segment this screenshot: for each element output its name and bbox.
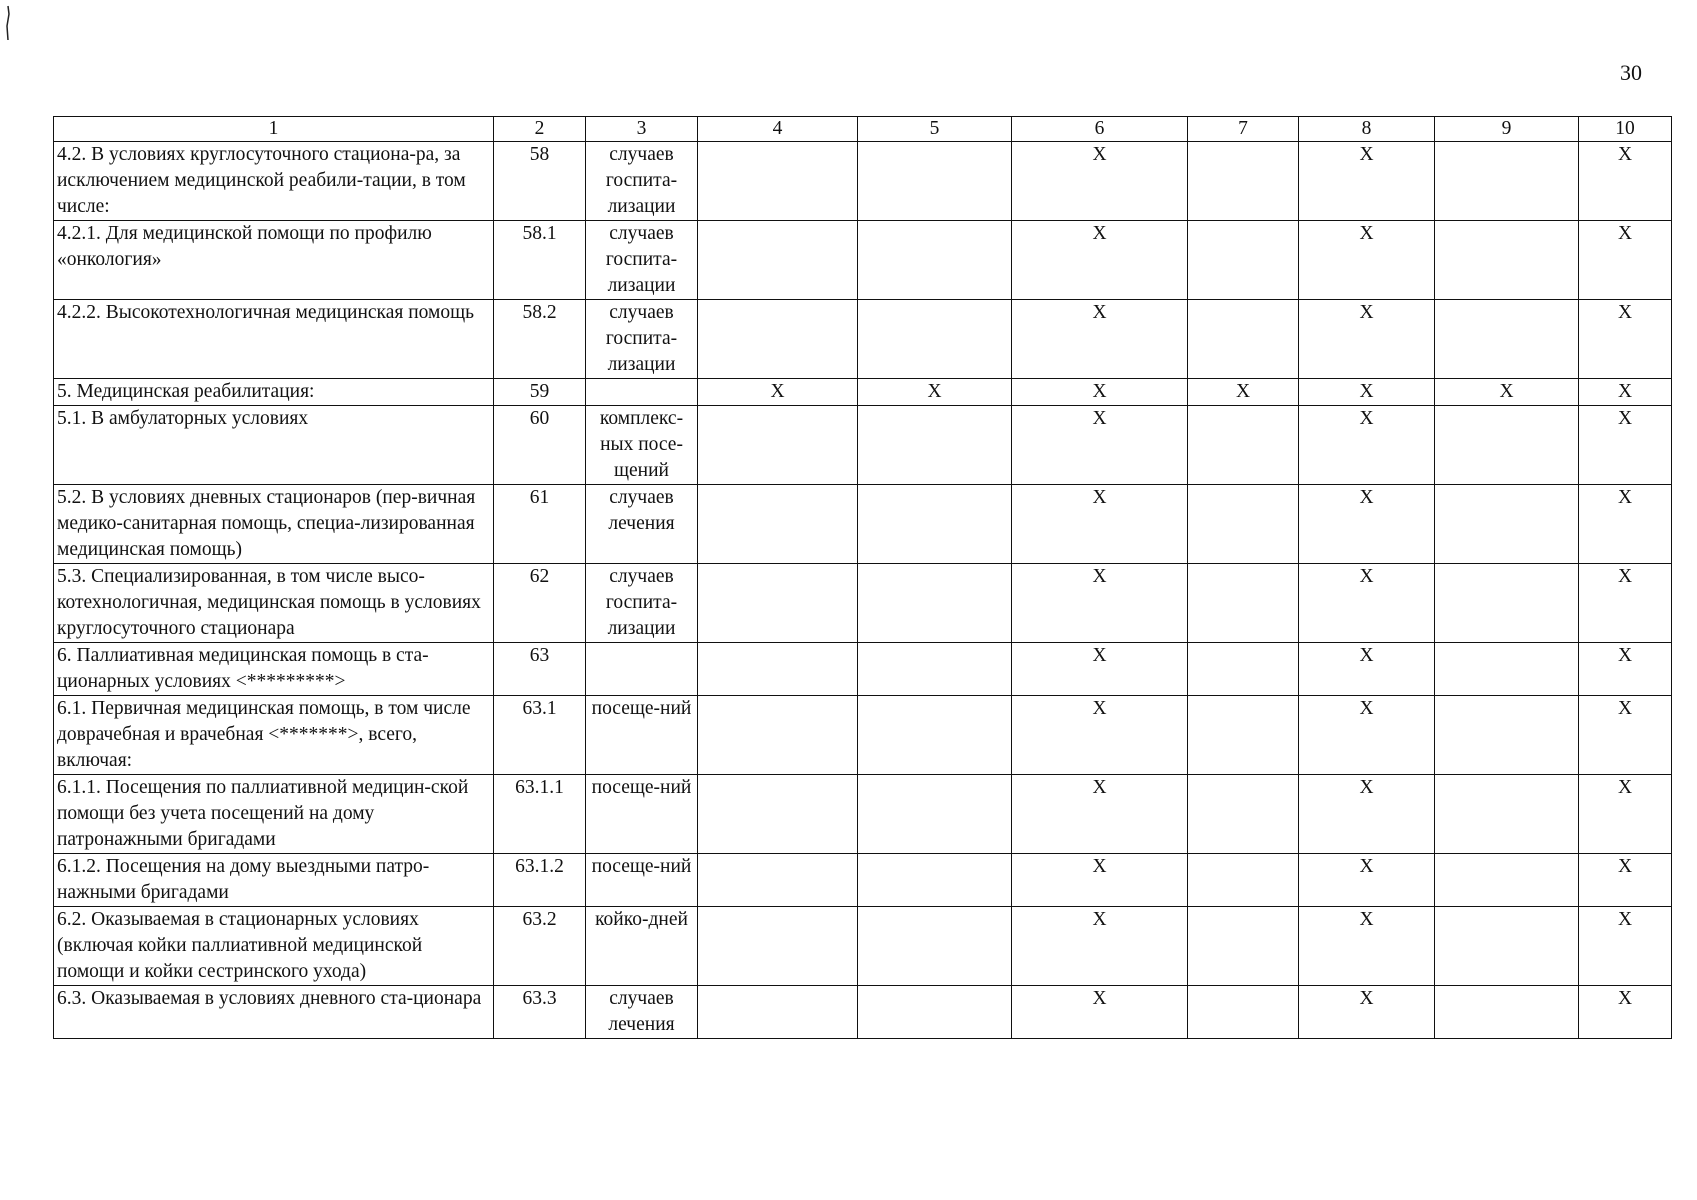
row-code: 63 — [494, 643, 586, 696]
row-code: 63.1.1 — [494, 775, 586, 854]
cell-col4 — [698, 986, 858, 1039]
column-header: 10 — [1579, 117, 1672, 142]
cell-col7 — [1188, 907, 1299, 986]
cell-col7 — [1188, 643, 1299, 696]
cell-col8: X — [1299, 696, 1435, 775]
row-name: 4.2. В условиях круглосуточного стациона-ра, за исключением медицинской реабили-тации, в том числе: — [54, 142, 494, 221]
cell-col9: X — [1435, 379, 1579, 406]
table-row — [54, 986, 1672, 1039]
row-unit — [586, 643, 698, 696]
cell-col9 — [1435, 907, 1579, 986]
cell-col4 — [698, 643, 858, 696]
column-header: 8 — [1299, 117, 1435, 142]
cell-col9 — [1435, 854, 1579, 907]
row-code: 63.1 — [494, 696, 586, 775]
cell-col6: X — [1012, 485, 1188, 564]
cell-col6: X — [1012, 379, 1188, 406]
column-header: 7 — [1188, 117, 1299, 142]
cell-col7 — [1188, 986, 1299, 1039]
cell-col5 — [858, 986, 1012, 1039]
cell-col7 — [1188, 564, 1299, 643]
row-name: 6.3. Оказываемая в условиях дневного ста-ционара — [54, 986, 494, 1039]
row-name: 5.1. В амбулаторных условиях — [54, 406, 494, 485]
scan-artifact-mark — [6, 4, 10, 44]
cell-col6: X — [1012, 406, 1188, 485]
data-table — [53, 116, 1672, 1039]
row-unit: посеще-ний — [586, 854, 698, 907]
table-row — [54, 485, 1672, 564]
cell-col7 — [1188, 142, 1299, 221]
cell-col9 — [1435, 986, 1579, 1039]
column-header: 6 — [1012, 117, 1188, 142]
column-header: 2 — [494, 117, 586, 142]
row-unit: случаев лечения — [586, 485, 698, 564]
cell-col7 — [1188, 300, 1299, 379]
row-code: 60 — [494, 406, 586, 485]
cell-col4 — [698, 775, 858, 854]
cell-col8: X — [1299, 406, 1435, 485]
column-header: 9 — [1435, 117, 1579, 142]
cell-col4 — [698, 300, 858, 379]
row-code: 58.2 — [494, 300, 586, 379]
row-code: 61 — [494, 485, 586, 564]
cell-col10: X — [1579, 406, 1672, 485]
cell-col9 — [1435, 696, 1579, 775]
cell-col8: X — [1299, 854, 1435, 907]
page-number: 30 — [1620, 60, 1642, 85]
cell-col5 — [858, 775, 1012, 854]
column-header: 4 — [698, 117, 858, 142]
cell-col5 — [858, 300, 1012, 379]
cell-col6: X — [1012, 907, 1188, 986]
cell-col10: X — [1579, 379, 1672, 406]
cell-col5 — [858, 406, 1012, 485]
cell-col4 — [698, 854, 858, 907]
cell-col7 — [1188, 406, 1299, 485]
row-unit: случаев госпита-лизации — [586, 221, 698, 300]
cell-col5 — [858, 221, 1012, 300]
cell-col4 — [698, 907, 858, 986]
row-name: 4.2.1. Для медицинской помощи по профилю «онкология» — [54, 221, 494, 300]
cell-col7 — [1188, 221, 1299, 300]
cell-col5 — [858, 854, 1012, 907]
cell-col10: X — [1579, 300, 1672, 379]
cell-col8: X — [1299, 221, 1435, 300]
row-name: 6.1. Первичная медицинская помощь, в том числе доврачебная и врачебная <*******>, всего, включая: — [54, 696, 494, 775]
cell-col5 — [858, 142, 1012, 221]
cell-col8: X — [1299, 564, 1435, 643]
row-code: 62 — [494, 564, 586, 643]
cell-col10: X — [1579, 854, 1672, 907]
row-unit: посеще-ний — [586, 775, 698, 854]
row-code: 63.2 — [494, 907, 586, 986]
row-code: 58 — [494, 142, 586, 221]
row-name: 6.2. Оказываемая в стационарных условиях (включая койки паллиативной медицинской помощи и койки сестринского ухода) — [54, 907, 494, 986]
row-unit: случаев госпита-лизации — [586, 300, 698, 379]
table-row — [54, 854, 1672, 907]
cell-col6: X — [1012, 643, 1188, 696]
table-row — [54, 379, 1672, 406]
row-code: 58.1 — [494, 221, 586, 300]
column-header: 1 — [54, 117, 494, 142]
header-row — [54, 117, 1672, 142]
table-row — [54, 775, 1672, 854]
cell-col4 — [698, 221, 858, 300]
column-header: 5 — [858, 117, 1012, 142]
cell-col9 — [1435, 485, 1579, 564]
row-name: 5.3. Специализированная, в том числе высо-котехнологичная, медицинская помощь в условиях круглосуточного стационара — [54, 564, 494, 643]
cell-col6: X — [1012, 300, 1188, 379]
row-name: 4.2.2. Высокотехнологичная медицинская помощь — [54, 300, 494, 379]
row-unit: случаев госпита-лизации — [586, 564, 698, 643]
cell-col10: X — [1579, 142, 1672, 221]
cell-col8: X — [1299, 379, 1435, 406]
cell-col7 — [1188, 854, 1299, 907]
cell-col8: X — [1299, 907, 1435, 986]
row-code: 63.1.2 — [494, 854, 586, 907]
table-row — [54, 221, 1672, 300]
cell-col6: X — [1012, 142, 1188, 221]
cell-col5 — [858, 907, 1012, 986]
cell-col9 — [1435, 221, 1579, 300]
cell-col9 — [1435, 142, 1579, 221]
cell-col4 — [698, 142, 858, 221]
cell-col8: X — [1299, 485, 1435, 564]
row-unit: койко-дней — [586, 907, 698, 986]
cell-col6: X — [1012, 696, 1188, 775]
cell-col9 — [1435, 406, 1579, 485]
cell-col7: X — [1188, 379, 1299, 406]
cell-col5 — [858, 696, 1012, 775]
cell-col8: X — [1299, 643, 1435, 696]
cell-col5 — [858, 564, 1012, 643]
cell-col5 — [858, 485, 1012, 564]
row-code: 63.3 — [494, 986, 586, 1039]
row-name: 6.1.2. Посещения на дому выездными патро-нажными бригадами — [54, 854, 494, 907]
table-row — [54, 907, 1672, 986]
row-unit: посеще-ний — [586, 696, 698, 775]
row-unit: комплекс-ных посе-щений — [586, 406, 698, 485]
cell-col6: X — [1012, 221, 1188, 300]
cell-col4 — [698, 485, 858, 564]
cell-col7 — [1188, 485, 1299, 564]
row-name: 6. Паллиативная медицинская помощь в ста-ционарных условиях <*********> — [54, 643, 494, 696]
cell-col10: X — [1579, 986, 1672, 1039]
cell-col4 — [698, 564, 858, 643]
cell-col4 — [698, 696, 858, 775]
cell-col9 — [1435, 643, 1579, 696]
cell-col8: X — [1299, 986, 1435, 1039]
cell-col5: X — [858, 379, 1012, 406]
table-row — [54, 142, 1672, 221]
cell-col10: X — [1579, 775, 1672, 854]
row-unit: случаев госпита-лизации — [586, 142, 698, 221]
cell-col10: X — [1579, 485, 1672, 564]
cell-col10: X — [1579, 643, 1672, 696]
table-row — [54, 564, 1672, 643]
cell-col9 — [1435, 300, 1579, 379]
cell-col10: X — [1579, 696, 1672, 775]
column-header: 3 — [586, 117, 698, 142]
cell-col9 — [1435, 775, 1579, 854]
cell-col8: X — [1299, 142, 1435, 221]
row-name: 5. Медицинская реабилитация: — [54, 379, 494, 406]
table-row — [54, 300, 1672, 379]
cell-col8: X — [1299, 775, 1435, 854]
cell-col6: X — [1012, 854, 1188, 907]
cell-col10: X — [1579, 221, 1672, 300]
table-row — [54, 696, 1672, 775]
cell-col9 — [1435, 564, 1579, 643]
cell-col6: X — [1012, 986, 1188, 1039]
row-name: 6.1.1. Посещения по паллиативной медицин-ской помощи без учета посещений на дому патронажными бригадами — [54, 775, 494, 854]
cell-col7 — [1188, 696, 1299, 775]
cell-col6: X — [1012, 775, 1188, 854]
cell-col6: X — [1012, 564, 1188, 643]
cell-col10: X — [1579, 907, 1672, 986]
row-unit: случаев лечения — [586, 986, 698, 1039]
cell-col5 — [858, 643, 1012, 696]
table-row — [54, 406, 1672, 485]
row-unit — [586, 379, 698, 406]
cell-col4 — [698, 406, 858, 485]
cell-col8: X — [1299, 300, 1435, 379]
row-code: 59 — [494, 379, 586, 406]
cell-col4: X — [698, 379, 858, 406]
row-name: 5.2. В условиях дневных стационаров (пер-вичная медико-санитарная помощь, специа-лизированная медицинская помощь) — [54, 485, 494, 564]
table-row — [54, 643, 1672, 696]
cell-col10: X — [1579, 564, 1672, 643]
cell-col7 — [1188, 775, 1299, 854]
